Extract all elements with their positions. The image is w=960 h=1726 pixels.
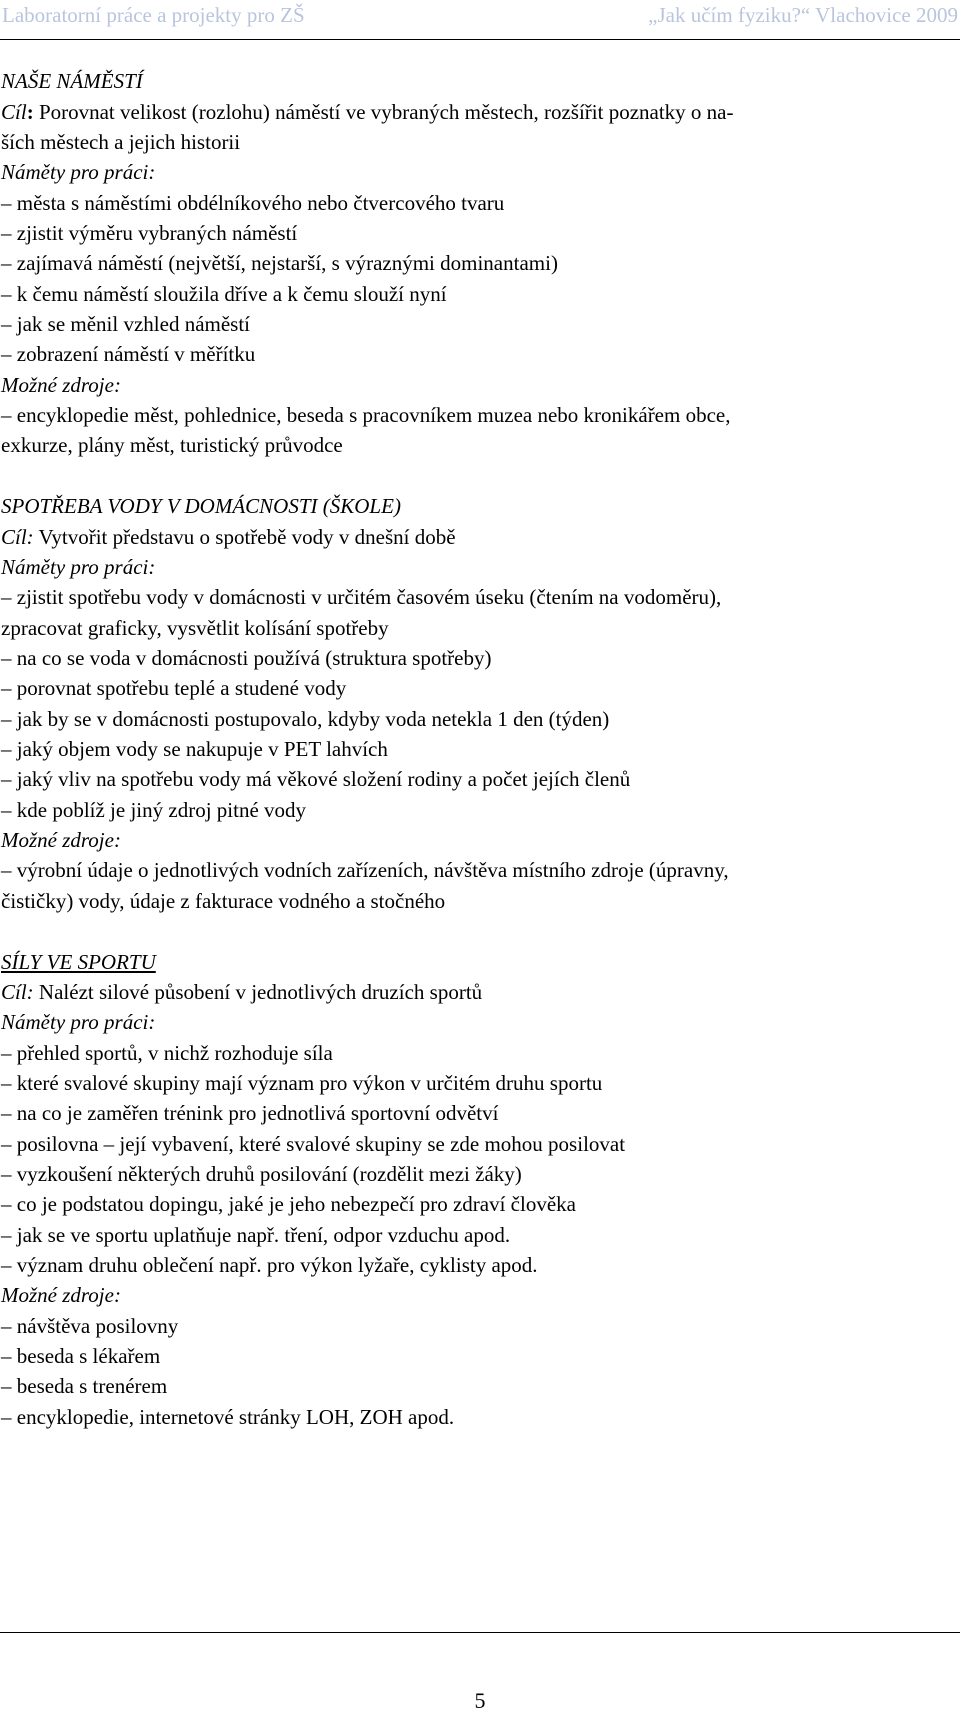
list-item: – jak se měnil vzhled náměstí <box>1 312 251 336</box>
list-item: – beseda s lékařem <box>1 1344 161 1368</box>
list-item: – vyzkoušení některých druhů posilování (rozdělit mezi žáky) <box>1 1162 522 1186</box>
list-item: – co je podstatou dopingu, jaké je jeho nebezpečí pro zdraví člověka <box>1 1192 576 1216</box>
goal-label: Cíl: <box>1 980 34 1004</box>
goal-line <box>1 522 456 552</box>
page-header <box>0 0 960 40</box>
header-left-text: Laboratorní práce a projekty pro ZŠ <box>2 3 305 27</box>
list-item: – které svalové skupiny mají význam pro výkon v určitém druhu sportu <box>1 1071 603 1095</box>
list-item: – návštěva posilovny <box>1 1314 179 1338</box>
list-item: – výrobní údaje o jednotlivých vodních zařízeních, návštěva místního zdroje (úpravny, <box>1 858 729 882</box>
list-item: – posilovna – její vybavení, které svalové skupiny se zde mohou posilovat <box>1 1132 626 1156</box>
section-title-sily: SÍLY VE SPORTU <box>1 950 156 974</box>
goal-text: Nalézt silové působení v jednotlivých druzích sportů <box>33 980 483 1004</box>
list-item: – porovnat spotřebu teplé a studené vody <box>1 676 347 700</box>
ideas-label: Náměty pro práci: <box>1 555 156 579</box>
list-item: – jak by se v domácnosti postupovalo, kdyby voda netekla 1 den (týden) <box>1 707 610 731</box>
list-item: – na co se voda v domácnosti používá (struktura spotřeby) <box>1 646 492 670</box>
list-item: – na co je zaměřen trénink pro jednotlivá sportovní odvětví <box>1 1101 499 1125</box>
sources-label: Možné zdroje: <box>1 828 121 852</box>
section-title-namesti: NAŠE NÁMĚSTÍ <box>1 69 143 93</box>
list-item: exkurze, plány měst, turistický průvodce <box>1 433 343 457</box>
list-item: – zobrazení náměstí v měřítku <box>1 342 256 366</box>
list-item: – jaký vliv na spotřebu vody má věkové složení rodiny a počet jejích členů <box>1 767 631 791</box>
goal-label: Cíl: <box>1 525 34 549</box>
list-item: – encyklopedie, internetové stránky LOH, ZOH apod. <box>1 1405 455 1429</box>
header-right-text: „Jak učím fyziku?“ Vlachovice 2009 <box>648 3 958 27</box>
footer-rule <box>0 1632 960 1633</box>
list-item: – význam druhu oblečení např. pro výkon lyžaře, cyklisty apod. <box>1 1253 538 1277</box>
list-item: – města s náměstími obdélníkového nebo čtvercového tvaru <box>1 191 505 215</box>
list-item: – beseda s trenérem <box>1 1374 168 1398</box>
ideas-label: Náměty pro práci: <box>1 1010 156 1034</box>
list-item: – encyklopedie měst, pohlednice, beseda s pracovníkem muzea nebo kronikářem obce, <box>1 403 731 427</box>
goal-text-cont: ších městech a jejich historii <box>1 130 241 154</box>
ideas-label: Náměty pro práci: <box>1 160 156 184</box>
page-footer <box>0 1630 960 1726</box>
list-item: čističky) vody, údaje z fakturace vodného a stočného <box>1 889 446 913</box>
list-item: – zjistit výměru vybraných náměstí <box>1 221 298 245</box>
goal-text: Vytvořit představu o spotřebě vody v dnešní době <box>33 525 456 549</box>
list-item: – k čemu náměstí sloužila dříve a k čemu slouží nyní <box>1 282 447 306</box>
goal-line: Cíl: Porovnat velikost (rozlohu) náměstí ve vybraných městech, rozšířit poznatky o na- <box>1 100 734 124</box>
list-item: – kde poblíž je jiný zdroj pitné vody <box>1 798 307 822</box>
sources-label: Možné zdroje: <box>1 1283 121 1307</box>
goal-label: Cíl <box>1 100 27 124</box>
list-item: – zajímavá náměstí (největší, nejstarší, s výraznými dominantami) <box>1 251 558 275</box>
sources-label: Možné zdroje: <box>1 373 121 397</box>
list-item: – jaký objem vody se nakupuje v PET lahvích <box>1 737 388 761</box>
list-item: zpracovat graficky, vysvětlit kolísání spotřeby <box>1 616 389 640</box>
section-title-spotreba: SPOTŘEBA VODY V DOMÁCNOSTI (ŠKOLE) <box>1 494 401 518</box>
list-item: – zjistit spotřebu vody v domácnosti v určitém časovém úseku (čtením na vodoměru), <box>1 585 722 609</box>
list-item: – přehled sportů, v nichž rozhoduje síla <box>1 1041 333 1065</box>
list-item: – jak se ve sportu uplatňuje např. tření, odpor vzduchu apod. <box>1 1223 511 1247</box>
goal-text: Porovnat velikost (rozlohu) náměstí ve vybraných městech, rozšířit poznatky o na- <box>33 100 734 124</box>
goal-line <box>1 977 482 1007</box>
page-number: 5 <box>474 1688 486 1713</box>
